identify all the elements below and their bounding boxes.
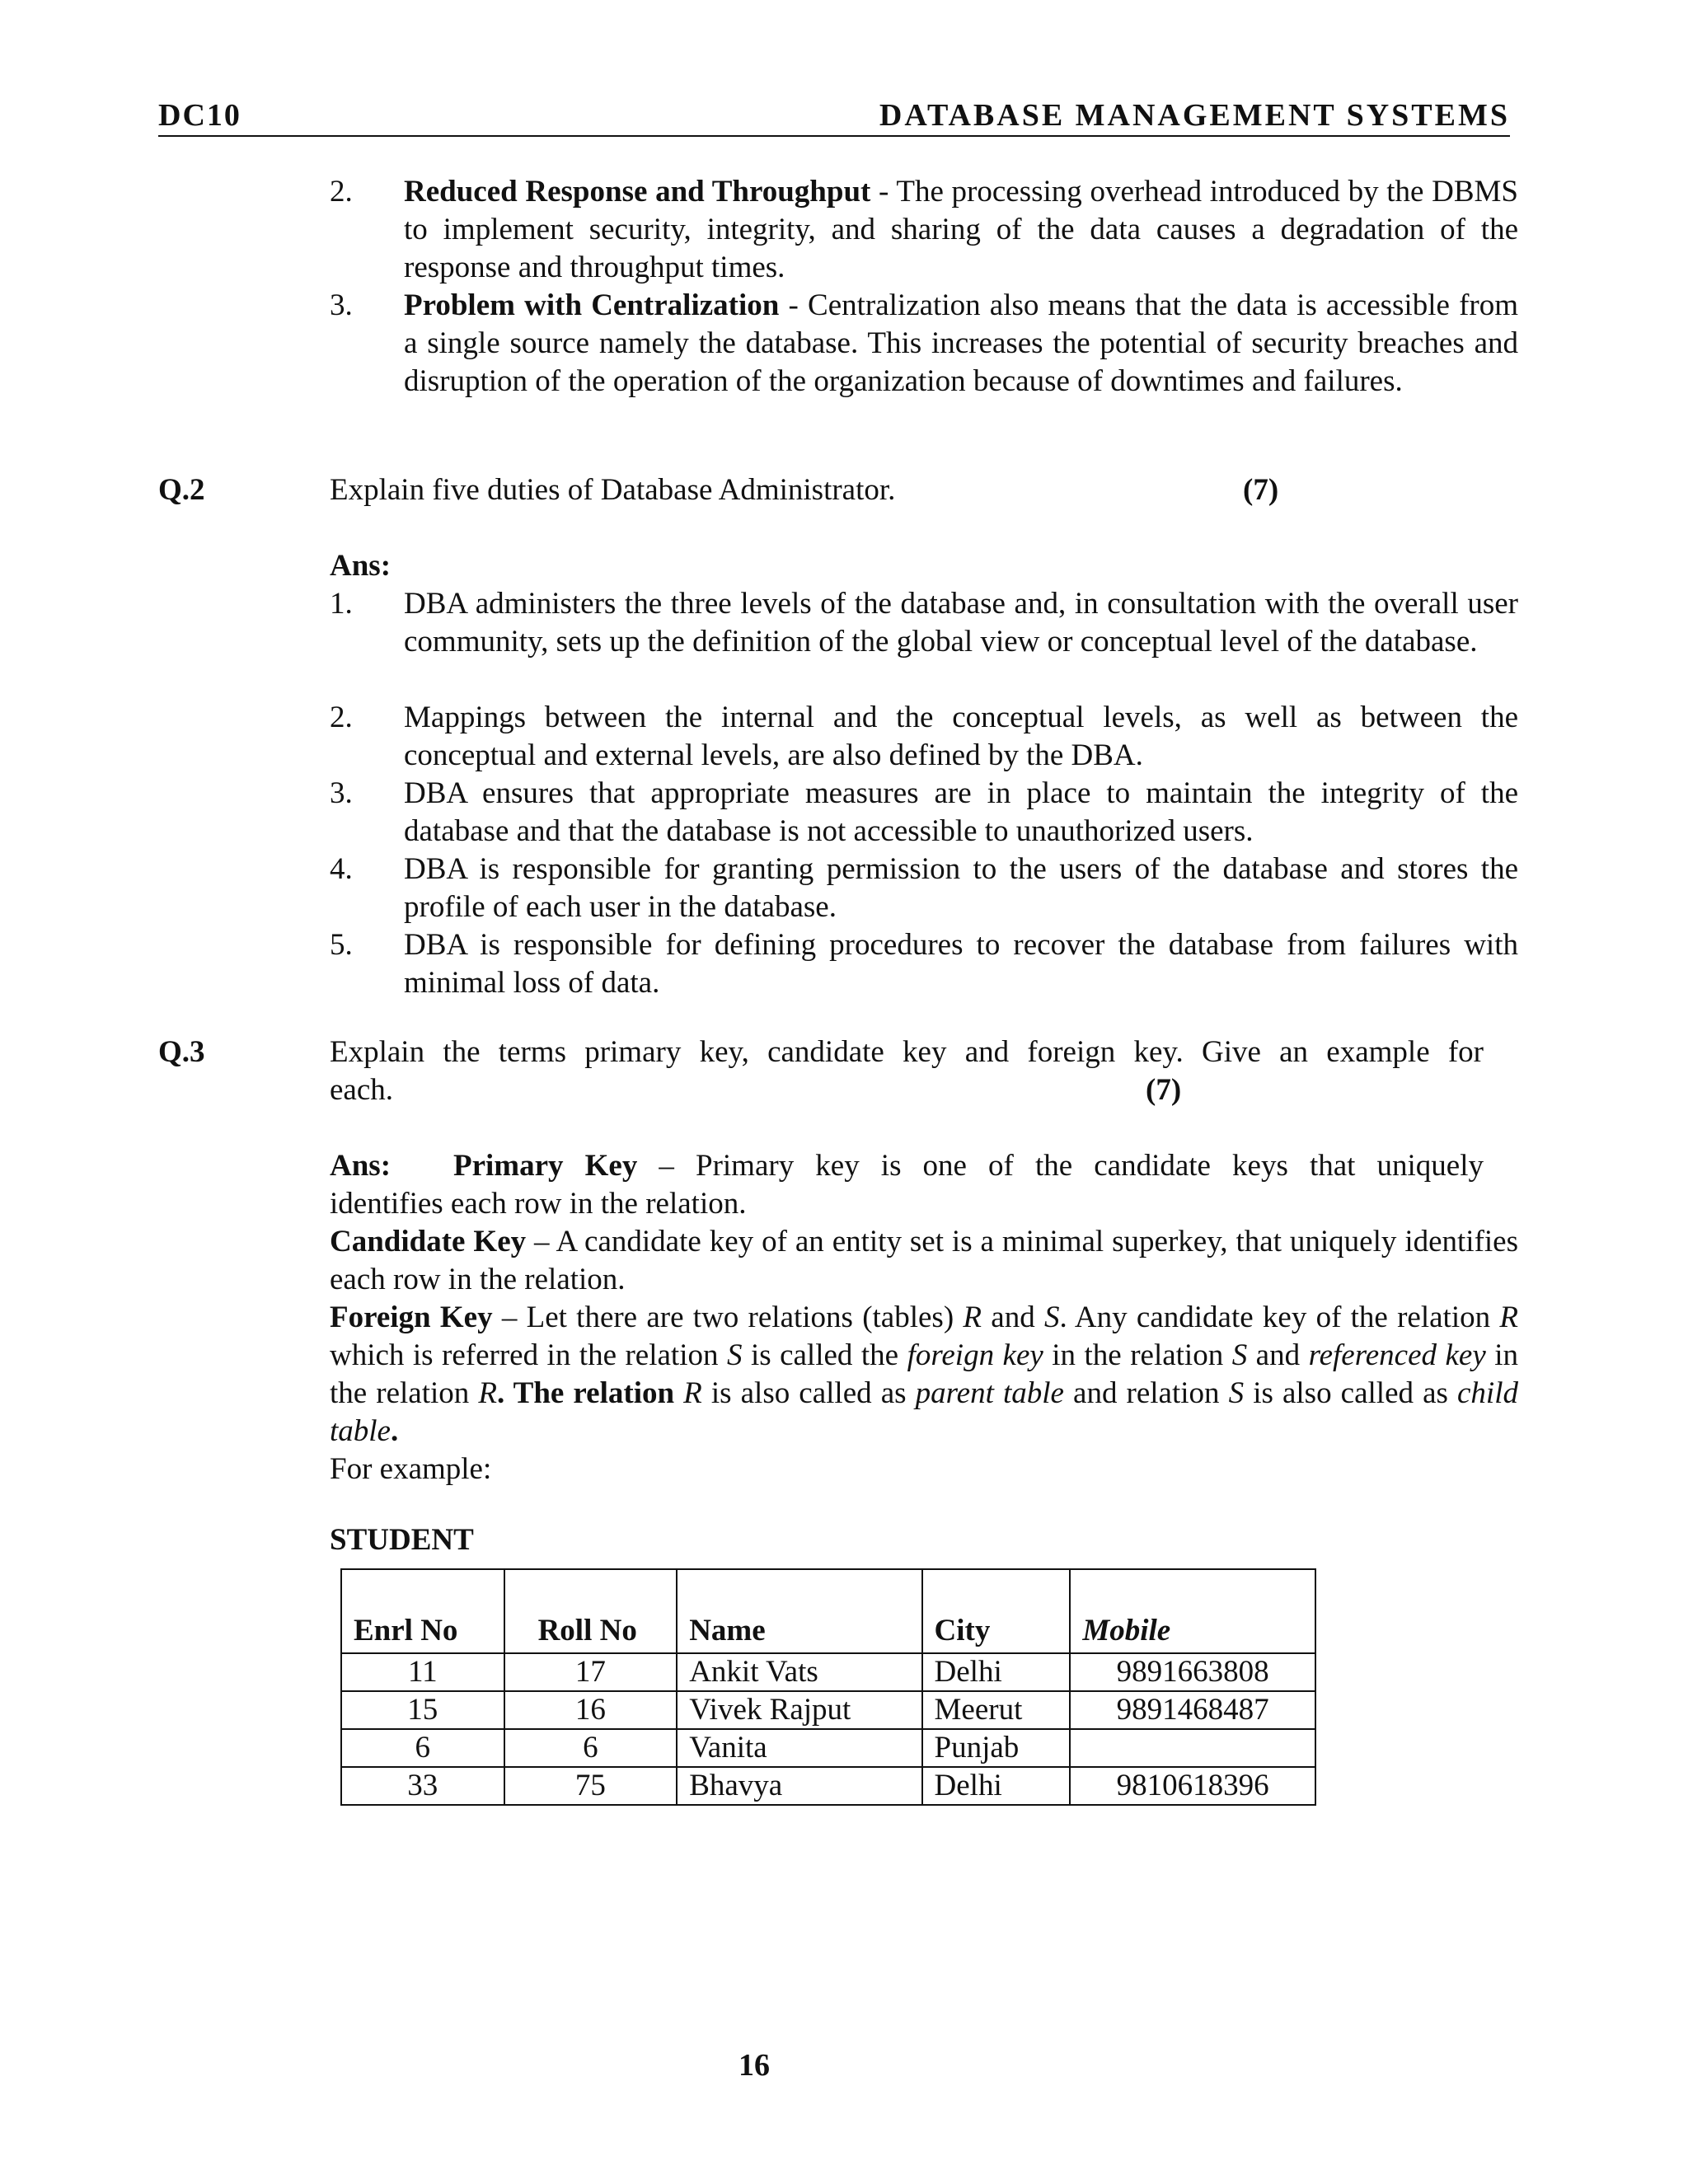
page-header	[158, 97, 1510, 137]
text-run-italic: S	[726, 1338, 743, 1372]
text-run: . Any candidate key of the relation	[1059, 1301, 1500, 1334]
text-run-italic: foreign key	[907, 1338, 1043, 1372]
answer-label: Ans:	[330, 1149, 392, 1183]
text-run: and	[1247, 1338, 1309, 1372]
table-row	[341, 1653, 1315, 1691]
text-run-italic: child table	[330, 1376, 1518, 1448]
table-cell: Meerut	[922, 1691, 1071, 1729]
list-number: 3.	[330, 776, 353, 810]
list-number: 1.	[330, 587, 353, 621]
list-item	[404, 173, 1518, 287]
table-cell: Delhi	[922, 1767, 1071, 1805]
table-cell: 16	[504, 1691, 678, 1729]
text-run: is also called as	[701, 1376, 916, 1410]
table-cell: 17	[504, 1653, 678, 1691]
question-text: Explain five duties of Database Administrator.	[330, 473, 896, 507]
text-run-italic: parent table	[915, 1376, 1064, 1410]
list-item: DBA administers the three levels of the database and, in consultation with the overall user community, sets up the definition of the global view or conceptual level of the database.	[404, 587, 1518, 658]
table-cell: 6	[504, 1729, 678, 1767]
table-cell: 11	[341, 1653, 504, 1691]
text-run-italic: R	[478, 1376, 497, 1410]
text-run: and	[982, 1301, 1044, 1334]
question-marks: (7)	[1146, 1073, 1182, 1107]
primary-key-definition-cont: identifies each row in the relation.	[330, 1187, 747, 1221]
primary-key-definition	[453, 1147, 1484, 1185]
table-row	[341, 1691, 1315, 1729]
item-text: - The processing overhead introduced by the DBMS to implement security, integrity, and sharing of the data causes a degradation of the response and throughput times.	[404, 175, 1519, 284]
question-text: Explain the terms primary key, candidate key and foreign key. Give an example for	[330, 1035, 1484, 1069]
table-cell	[1070, 1729, 1315, 1767]
text-run: which is referred in the relation	[330, 1338, 727, 1372]
answer-label: Ans:	[330, 549, 392, 583]
table-cell: 9891468487	[1070, 1691, 1315, 1729]
column-header: Mobile	[1070, 1569, 1315, 1653]
text-run-italic: S	[1231, 1338, 1248, 1372]
table-cell: 75	[504, 1767, 678, 1805]
list-item: DBA ensures that appropriate measures are in place to maintain the integrity of the database and that the database is not accessible to unauthorized users.	[404, 776, 1518, 848]
list-item	[404, 287, 1518, 401]
list-number: 2.	[330, 701, 353, 734]
question-label: Q.3	[158, 1035, 205, 1069]
text-run-italic: S	[1228, 1376, 1245, 1410]
table-cell: 15	[341, 1691, 504, 1729]
item-text: - Centralization also means that the data is accessible from a single source namely the database. This increases the potential of security breaches and disruption of the operation of the organization because of downtimes and failures.	[404, 288, 1519, 398]
item-title: Problem with Centralization	[404, 288, 780, 322]
foreign-key-definition	[330, 1299, 1518, 1451]
table-cell: Delhi	[922, 1653, 1071, 1691]
course-title: DATABASE MANAGEMENT SYSTEMS	[879, 98, 1510, 133]
question-label: Q.2	[158, 473, 205, 507]
table-cell: 6	[341, 1729, 504, 1767]
list-item: DBA is responsible for defining procedures to recover the database from failures with minimal loss of data.	[404, 928, 1518, 1000]
list-item: DBA is responsible for granting permission to the users of the database and stores the profile of each user in the database.	[404, 852, 1518, 924]
table-header-row	[341, 1569, 1315, 1653]
table-cell: Vanita	[677, 1729, 921, 1767]
text-run-italic: R	[1499, 1301, 1518, 1334]
text-run: is called the	[742, 1338, 907, 1372]
table-cell: 33	[341, 1767, 504, 1805]
text-run: and relation	[1063, 1376, 1229, 1410]
page-number: 16	[738, 2048, 770, 2083]
list-number: 2.	[330, 175, 353, 209]
table-row	[341, 1729, 1315, 1767]
text-run-italic: R	[683, 1376, 702, 1410]
term-title: Foreign Key	[330, 1301, 493, 1334]
column-header: Roll No	[504, 1569, 678, 1653]
table-cell: Ankit Vats	[677, 1653, 921, 1691]
term-text: – A candidate key of an entity set is a minimal superkey, that uniquely identifies each row in the relation.	[330, 1225, 1518, 1296]
table-cell: Punjab	[922, 1729, 1071, 1767]
column-header: City	[922, 1569, 1071, 1653]
text-run: – Let there are two relations (tables)	[492, 1301, 964, 1334]
text-run: .	[390, 1414, 399, 1448]
column-header: Enrl No	[341, 1569, 504, 1653]
table-cell: Vivek Rajput	[677, 1691, 921, 1729]
term-title: Candidate Key	[330, 1225, 527, 1258]
table-row	[341, 1767, 1315, 1805]
term-text: – Primary key is one of the candidate keys that uniquely	[637, 1149, 1484, 1183]
question-marks: (7)	[1243, 473, 1279, 507]
table-title: STUDENT	[330, 1523, 474, 1557]
term-title: Primary Key	[453, 1149, 638, 1183]
list-number: 5.	[330, 928, 353, 962]
list-number: 3.	[330, 288, 353, 322]
course-code: DC10	[158, 98, 241, 133]
table-cell: 9891663808	[1070, 1653, 1315, 1691]
text-run: in the relation	[1043, 1338, 1232, 1372]
list-item: Mappings between the internal and the conceptual levels, as well as between the conceptual and external levels, are also defined by the DBA.	[404, 701, 1518, 772]
text-run-italic: referenced key	[1308, 1338, 1486, 1372]
item-title: Reduced Response and Throughput	[404, 175, 871, 209]
question-text-cont: each.	[330, 1073, 394, 1107]
example-label: For example:	[330, 1452, 492, 1486]
column-header: Name	[677, 1569, 921, 1653]
text-run-italic: S	[1043, 1301, 1060, 1334]
list-number: 4.	[330, 852, 353, 886]
text-run-italic: R	[963, 1301, 982, 1334]
table-cell: 9810618396	[1070, 1767, 1315, 1805]
text-run: . The relation	[497, 1376, 684, 1410]
student-table	[340, 1568, 1316, 1806]
candidate-key-definition	[330, 1223, 1518, 1299]
text-run: is also called as	[1244, 1376, 1457, 1410]
table-cell: Bhavya	[677, 1767, 921, 1805]
text-run: in the relation	[330, 1338, 1518, 1410]
